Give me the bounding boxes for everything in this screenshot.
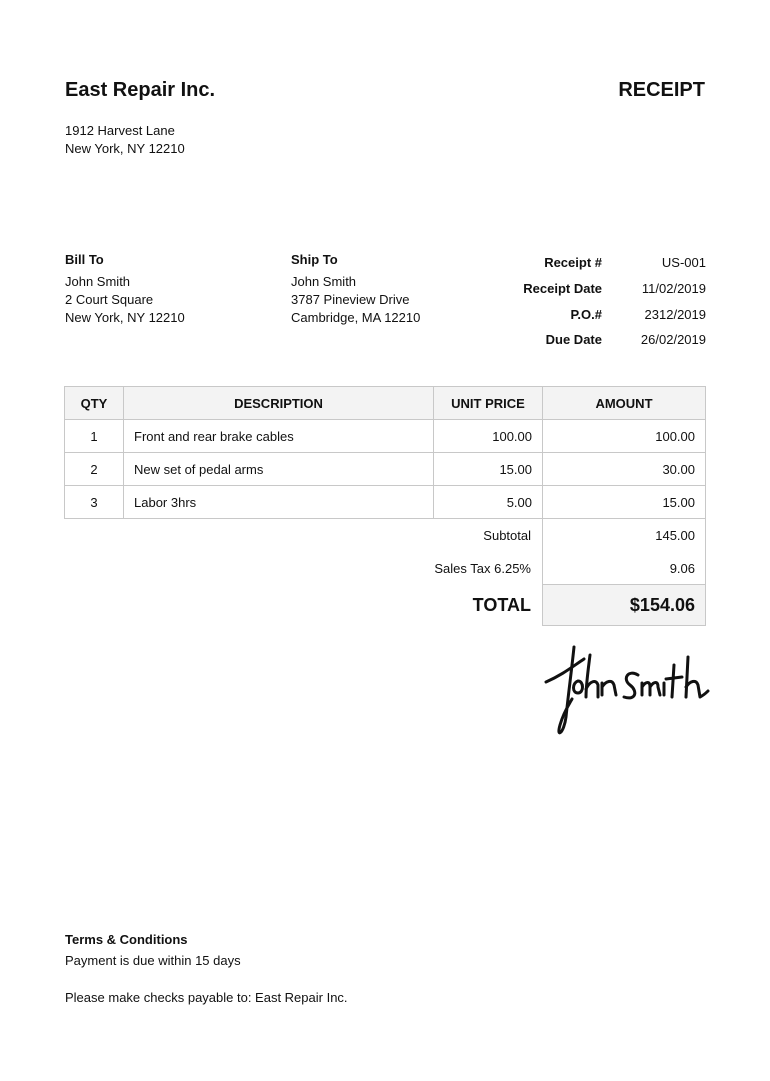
table-header-row	[65, 387, 706, 420]
bill-to-block	[65, 251, 185, 327]
ship-to-line: 3787 Pineview Drive	[291, 292, 410, 307]
column-header-unit-price: UNIT PRICE	[434, 387, 543, 420]
bill-to-line: New York, NY 12210	[65, 310, 185, 325]
total-row	[400, 585, 706, 625]
bill-to-heading: Bill To	[65, 252, 104, 267]
ship-to-block	[291, 251, 420, 327]
cell-description: New set of pedal arms	[124, 453, 434, 486]
cell-amount: 30.00	[543, 453, 706, 486]
company-address	[65, 122, 185, 158]
bill-to-line: 2 Court Square	[65, 292, 154, 307]
column-header-amount: AMOUNT	[543, 387, 706, 420]
address-line: New York, NY 12210	[65, 141, 185, 156]
table-row	[65, 453, 706, 486]
address-line: 1912 Harvest Lane	[65, 123, 175, 138]
company-name: East Repair Inc.	[65, 79, 216, 101]
terms-payment-due: Payment is due within 15 days	[65, 953, 241, 968]
subtotal-row	[400, 519, 706, 552]
signature	[542, 637, 710, 746]
tax-row	[400, 552, 706, 585]
tax-label: Sales Tax 6.25%	[434, 561, 531, 576]
meta-receipt-date	[500, 276, 706, 302]
document-title: RECEIPT	[618, 79, 705, 101]
column-header-description: DESCRIPTION	[124, 387, 434, 420]
cell-qty: 1	[65, 420, 124, 453]
meta-value: US-001	[661, 255, 706, 271]
cell-unit-price: 100.00	[434, 420, 543, 453]
terms-heading: Terms & Conditions	[65, 932, 188, 947]
meta-due-date	[500, 327, 706, 353]
meta-label: P.O.#	[570, 306, 602, 322]
cell-description: Labor 3hrs	[124, 486, 434, 519]
meta-label: Receipt #	[544, 255, 602, 271]
ship-to-heading: Ship To	[291, 252, 338, 267]
cell-description: Front and rear brake cables	[124, 420, 434, 453]
meta-po-number	[500, 301, 706, 327]
cell-amount: 15.00	[543, 486, 706, 519]
meta-value: 2312/2019	[644, 306, 706, 322]
totals-section	[400, 519, 706, 625]
total-label: TOTAL	[472, 594, 531, 615]
cell-unit-price: 15.00	[434, 453, 543, 486]
receipt-meta	[500, 250, 706, 353]
subtotal-label: Subtotal	[483, 528, 531, 543]
items-table	[64, 386, 706, 519]
tax-value: 9.06	[542, 552, 706, 585]
table-row	[65, 420, 706, 453]
table-row	[65, 486, 706, 519]
column-header-qty: QTY	[65, 387, 124, 420]
meta-value: 11/02/2019	[641, 281, 706, 297]
ship-to-line: Cambridge, MA 12210	[291, 310, 421, 325]
meta-value: 26/02/2019	[640, 332, 706, 348]
cell-amount: 100.00	[543, 420, 706, 453]
total-value: $154.06	[542, 584, 706, 626]
signature-icon	[542, 637, 710, 741]
bill-to-line: John Smith	[65, 274, 131, 289]
cell-qty: 2	[65, 453, 124, 486]
ship-to-line: John Smith	[291, 274, 357, 289]
terms-section	[65, 929, 348, 1008]
meta-label: Due Date	[545, 332, 602, 348]
cell-unit-price: 5.00	[434, 486, 543, 519]
meta-receipt-number	[500, 250, 706, 276]
meta-label: Receipt Date	[523, 281, 602, 297]
subtotal-value: 145.00	[542, 519, 706, 552]
cell-qty: 3	[65, 486, 124, 519]
terms-payable-to: Please make checks payable to: East Repair Inc.	[65, 990, 348, 1005]
